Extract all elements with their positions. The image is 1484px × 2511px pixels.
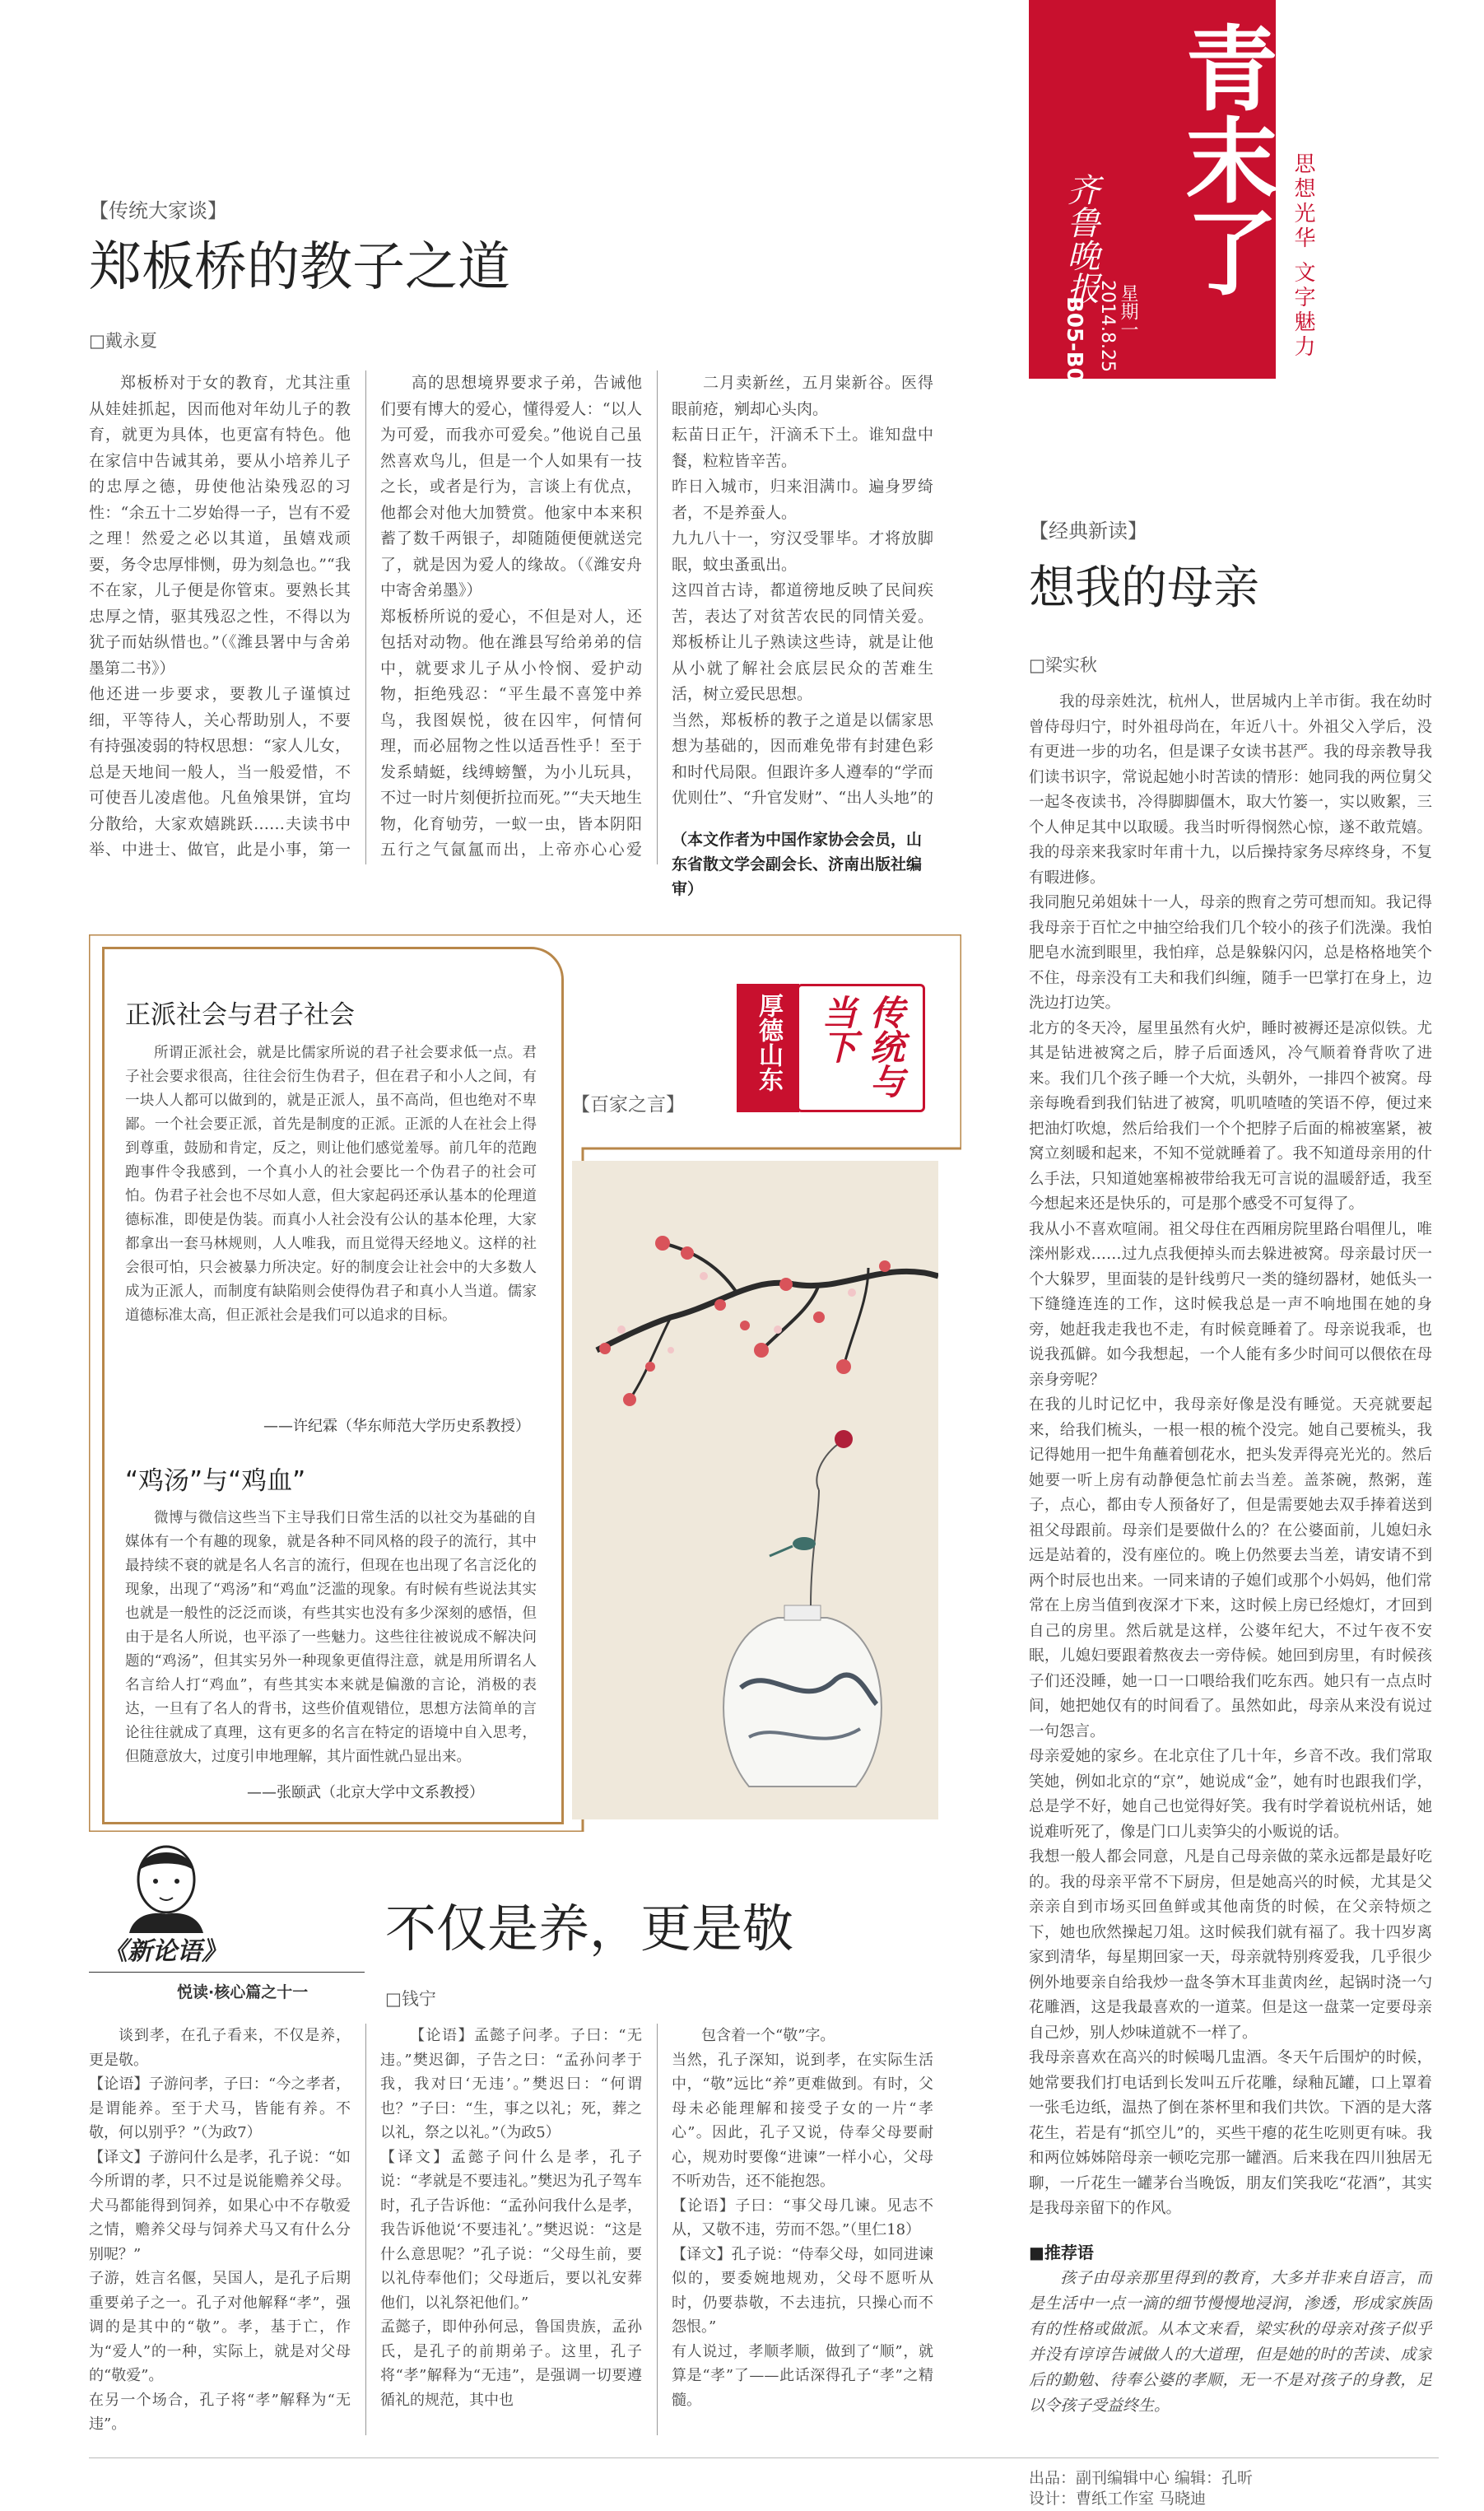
xinlunyu-column-name: 《新论语》 [103,1937,226,1966]
article1-column-1: 郑板桥对于女的教育，尤其注重从娃娃抓起，因而他对年幼儿子的教育，就更为具体，也更富有特色。他在家信中告诫其弟，要从小培养儿子的忠厚之德，毋使他沾染残忍的习性：“余五十二岁始得一子，岂有不爱之理！然爱之必以其道，虽嬉戏顽要，务令忠厚悱恻，毋为刻急也。”“我不在家，儿子便是你管束。要熟长其忠厚之情，驱其残忍之性，不得以为犹子而姑纵惜也。”（《潍县署中与舍弟墨第二书》） 他还进一步要求，要教儿子谨慎过细，平等待人，关心帮助别人，不要有持强凌弱的特权思想：“家人儿女，总是天地间一般人，当一般爱惜，不可使吾儿凌虐他。凡鱼飧果饼，宜均分散给，大家欢嬉跳跃……夫读书中举、中进士、做官，此是小事，第一 [89,374,351,859]
article3-byline: □钱宁 [385,1989,436,2009]
article1-column-2: 高的思想境界要求子弟，告诫他们要有博大的爱心，懂得爱人：“以人为可爱，而我亦可爱矣。”他说自己虽然喜欢鸟儿，但是一个人如果有一技之长，或者是行为，言谈上有优点，他都会对他大加赞赏。他家中本来积蓄了数千两银子，却随随便便就送完了，就是因为爱人的缘故。（《潍安舟中寄舍弟墨》） 郑板桥所说的爱心，不但是对人，还包括对动物。他在潍县写给弟弟的信中，就要求儿子从小怜悯、爱护动物，拒绝残忍：“平生最不喜笼中养鸟，我图娱悦，彼在囚牢，何情何理，而必屈物之性以适吾性乎！至于发系蜻蜓，线缚螃蟹，为小儿玩具，不过一时片刻便折拉而死。”“夫天地生物，化育劬劳，一蚁一虫，皆本阴阳五行之气氤氲而出，上帝亦心心爱 [380,374,642,859]
seal-houde-shandong [737,984,799,1112]
recommend-heading: ■推荐语 [1029,2243,1094,2262]
article1-author-note: （本文作者为中国作家协会会员，山东省散文学会副会长、济南出版社编审） [672,831,923,898]
essay2-title: “鸡汤”与“鸡血” [125,1466,306,1496]
article1-title: 郑板桥的教子之道 [89,237,510,298]
article3-column-2: 【论语】孟懿子问孝。子曰：“无违。”樊迟御，子告之曰：“孟孙问孝于我，我对曰‘无违’。”樊迟曰：“何谓也？”子曰：“生，事之以礼；死，葬之以礼，祭之以礼。”（为政5） 【译文】孟懿子问什么是孝，孔子说：“孝就是不要违礼。”樊迟为孔子驾车时，孔子告诉他：“孟孙问我什么是孝，我告诉他说‘不要违礼’。”樊迟说：“这是什么意思呢？”孔子说：“父母生前，要以礼侍奉他们；父母逝后，要以礼安葬他们，以礼祭祀他们。” 孟懿子，即仲孙何忌，鲁国贵族，孟孙氏，是孔子的前期弟子。这里，孔子将“孝”解释为“无违”，是强调一切要遵循礼的规范，其中也 [380,2027,642,2409]
essay1-signature: ——许纪霖（华东师范大学历史系教授） [263,1418,530,1435]
recommend-text: 孩子由母亲那里得到的教育，大多并非来自语言，而是生活中一点一滴的细节慢慢地浸润，渗透，形成家族固有的性格或做派。从本文来看，梁实秋的母亲对孩子似乎并没有谆谆告诫做人的大道理，但是她的时的苦读、成家后的勤勉、待奉公婆的孝顺，无一不是对孩子的身教，足以令孩子受益终生。 [1029,2269,1432,2415]
article2-byline: □梁实秋 [1029,655,1097,675]
essay1-body: 所谓正派社会，就是比儒家所说的君子社会要求低一点。君子社会要求很高，往往会衍生伪君子，但在君子和小人之间，有一块人人都可以做到的，就是正派人，虽不高尚，但也绝对不卑鄙。一个社会要正派，首先是制度的正派。正派的人在社会上得到尊重，鼓励和肯定，反之，则让他们感觉羞辱。前几年的范跑跑事件令我感到，一个真小人的社会要比一个伪君子的社会可怕。伪君子社会也不尽如人意，但大家起码还承认基本的伦理道德标准，即使是伪装。而真小人社会没有公认的基本伦理，大家都拿出一套马林规则，人人唯我，而且觉得天经地义。这样的社会很可怕，只会被暴力所决定。好的制度会让社会中的大多数人成为正派人，而制度有缺陷则会使得伪君子和真小人当道。儒家道德标准太高，但正派社会是我们可以追求的目标。 [125,1045,537,1324]
plum-blossom-vase-painting [572,1161,938,1819]
author-portrait-sketch [117,1838,216,1933]
footer-credits-line1: 出品：副刊编辑中心 编辑：孔昕 [1029,2469,1254,2487]
baijia-column-label: 【百家之言】 [571,1094,685,1116]
article1-kicker: 【传统大家谈】 [89,199,227,222]
article1-column-3: 二月卖新丝，五月粜新谷。医得眼前疮，剜却心头肉。 耘苗日正午，汗滴禾下土。谁知盘中餐，粒粒皆辛苦。 昨日入城市，归来泪满巾。遍身罗绮者，不是养蚕人。 九九八十一，穷汉受罪毕。才将放脚眠，蚊虫蚤虱出。 这四首古诗，都道徬地反映了民间疾苦，表达了对贫苦农民的同情关爱。郑板桥让儿子熟读这些诗，就是让他从小就了解社会底层民众的苦难生活，树立爱民思想。 当然，郑板桥的教子之道是以儒家思想为基础的，因而难免带有封建色彩和时代局限。但跟许多人遵奉的“学而优则仕”、“升官发财”、“出人头地”的 [672,374,933,807]
essay2-signature: ——张颐武（北京大学中文系教授） [247,1784,484,1801]
article3-column-1: 谈到孝，在孔子看来，不仅是养，更是敬。 【论语】子游问孝，子曰：“今之孝者，是谓能养。至于犬马，皆能有养。不敬，何以别乎？”（为政7） 【译文】子游问什么是孝，孔子说：“如今所谓的孝，只不过是说能赡养父母。犬马都能得到饲养，如果心中不存敬爱之情，赡养父母与饲养犬马又有什么分别呢？” 子游，姓言名偃，吴国人，是孔子后期重要弟子之一。孔子对他解释“孝”，强调的是其中的“敬”。孝，基于亡，作为“爱人”的一种，实际上，就是对父母的“敬爱”。 在另一个场合，孔子将“孝”解释为“无违”。 [89,2027,351,2433]
masthead-weekday: 星期一 [1118,284,1138,338]
article2-kicker: 【经典新读】 [1029,519,1147,543]
article1-byline: □戴永夏 [89,331,157,351]
article3-title: 不仅是养，更是敬 [385,1898,794,1959]
essay2-body: 微博与微信这些当下主导我们日常生活的以社交为基础的自媒体有一个有趣的现象，就是各种不同风格的段子的流行，其中最持续不衰的就是名人名言的流行，但现在也出现了名言泛化的现象，出现了“鸡汤”和“鸡血”泛滥的现象。有时候有些说法其实也就是一般性的泛泛而谈，有些其实也没有多少深刻的感悟，但由于是名人所说，也平添了一些魅力。这些往往被说成不解决问题的“鸡汤”，但其实另外一种现象更值得注意，就是用所谓名人名言给人打“鸡血”，有些其实本来就是偏激的言论，消极的表达，一旦有了名人的背书，这些价值观错位，思想方法简单的言论往往就成了真理，这有更多的名言在特定的语境中自入思考，但随意放大，过度引申地理解，其片面性就凸显出来。 [125,1510,537,1765]
article2-title: 想我的母亲 [1029,561,1259,615]
seal-left-text: 厚德山东 [754,993,783,1092]
footer-rule [89,2457,1439,2458]
newspaper-logo: 齐鲁晚报 [1062,173,1100,305]
masthead-big-title: 青末了 [1170,21,1277,297]
seal-right-text: 传统与当下 [817,995,905,1098]
footer-credits-line2: 设计：曹纸工作室 马晓迪 [1029,2490,1207,2508]
seal-tradition-present [797,984,925,1112]
masthead-page-range: B05-B07 [1062,296,1086,398]
series-label: 悦读·核心篇之十一 [177,1983,309,2001]
masthead-date: 2014.8.25 [1097,280,1118,372]
masthead-tagline: 思想光华 文字魅力 [1291,152,1315,361]
article2-body: 我的母亲姓沈，杭州人，世居城内上羊市街。我在幼时曾侍母归宁，时外祖母尚在，年近八十。外祖父入学后，没有更进一步的功名，但是课子女读书甚严。我的母亲教导我们读书识字，常说起她小时苦读的情形：她同我的两位舅父一起冬夜读书，冷得脚脚僵木，取大竹篓一，实以败絮，三个人伸足其中以取暖。我当时听得悯然心惊，遂不敢荒嬉。我的母亲来我家时年甫十九，以后操持家务尽瘁终身，不复有暇进修。 我同胞兄弟姐妹十一人，母亲的煦育之劳可想而知。我记得我母亲于百忙之中抽空给我们几个较小的孩子们洗澡。我怕肥皂水流到眼里，我怕痒，总是躲躲闪闪，总是格格地笑个不住，母亲没有工夫和我们纠缠，随手一巴掌打在身上，边洗边打边笑。 北方的冬天冷，屋里虽然有火炉，睡时被褥还是凉似铁。尤其是钻进被窝之后，脖子后面透风，冷气顺着脊背吹了进来。我们几个孩子睡一个大炕，头朝外，一排四个被窝。母亲每晚看到我们钻进了被窝，叽叽喳喳的笑语不停，便过来把油灯吹熄，然后给我们一个个把脖子后面的棉被塞紧，被窝立刻暖和起来，不知不觉就睡着了。我不知道母亲用的什么手法，只知道她塞棉被带给我无可言说的温暖舒适，我至今想起来还是快乐的，可是那个感受不可复得了。 我从小不喜欢喧闹。祖父母住在西厢房院里路台唱俚儿，唯滦州影戏……过九点我便掉头而去躲进被窝。母亲最讨厌一个大躲罗，里面装的是针线剪尺一类的缝纫器材，她低头一下缝缝连连的工作，这时候我总是一声不响地围在她的身旁，她赶我走我也不走，有时候竟睡着了。母亲说我乖，也说我孤僻。如今我想起，一个人能有多少时间可以偎依在母亲身旁呢？ 在我的儿时记忆中，我母亲好像是没有睡觉。天亮就要起来，给我们梳头，一根一根的梳个没完。她自己要梳头，我记得她用一把牛角蘸着刨花水，把头发弄得亮光光的。然后她要一听上房有动静便急忙前去当差。盖茶碗，熬粥，莲子，点心，都由专人预备好了，但是需要她去双手捧着送到祖父母跟前。母亲们是要做什么的？在公婆面前，儿媳妇永远是站着的，没有座位的。晚上仍然要去当差，请安请不到两个时辰也出来。一同来请的子媳们或那个小妈妈，他们常常在上房当值到夜深才下来，这时候上房已经熄灯，才回到自己的房里。然后就是这样，公婆年纪大，不过午夜不安眠，儿媳妇要跟着熬夜去一旁侍候。她回到房里，有时候孩子们还没睡，她一口一口喂给我们吃东西。她只有一点点时间，她把她仅有的时间看了。虽然如此，母亲从来没有说过一句怨言。 母亲爱她的家乡。在北京住了几十年，乡音不改。我们常取笑她，例如北京的“京”，她说成“金”，她有时也跟我们学，总是学不好，她自己也觉得好笑。我有时学着说杭州话，她说难听死了，像是门口儿卖笋尖的小贩说的话。 我想一般人都会同意，凡是自己母亲做的菜永远都是最好吃的。我的母亲平常不下厨房，但是她高兴的时候，尤其是父亲亲自到市场买回鱼鲜或其他南货的时候，在父亲特烦之下，她也欣然操起刀俎。这时候我们就有福了。我十四岁离家到清华，每星期回家一天，母亲就特别疼爱我，几乎很少例外地要亲自给我炒一盘冬笋木耳韭黄肉丝，起锅时浇一勺花雕酒，这是我最喜欢的一道菜。但是这一盘菜一定要母亲自己炒，别人炒味道就不一样了。 我母亲喜欢在高兴的时候喝几盅酒。冬天午后围炉的时候，她常要我们打电话到长发叫五斤花雕，绿釉瓦罐，口上罩着一张毛边纸，温热了倒在茶杯里和我们共饮。下酒的是大落花生，若是有“抓空儿”的，买些干瘪的花生吃则更有味。我和两位姊姊陪母亲一顿吃完那一罐酒。后来我在四川独居无聊，一斤花生一罐茅台当晚饭，朋友们笑我吃“花酒”，其实是我母亲留下的作风。 [1029,693,1432,2217]
article3-column-3: 包含着一个“敬”字。 当然，孔子深知，说到孝，在实际生活中，“敬”远比“养”更难做到。有时，父母未必能理解和接受子女的一片“孝心”。因此，孔子又说，侍奉父母要耐心，规劝时要像“进谏”一样小心，父母不听劝告，还不能抱怨。 【论语】子曰：“事父母几谏。见志不从，又敬不违，劳而不怨。”（里仁18） 【译文】孔子说：“侍奉父母，如同进谏似的，要委婉地规劝，父母不愿听从时，仍要恭敬，不去违抗，只操心而不怨恨。” 有人说过，孝顺孝顺，做到了“顺”，就算是“孝”了——此话深得孔子“孝”之精髓。 [672,2027,933,2409]
essay1-title: 正派社会与君子社会 [125,1000,355,1030]
